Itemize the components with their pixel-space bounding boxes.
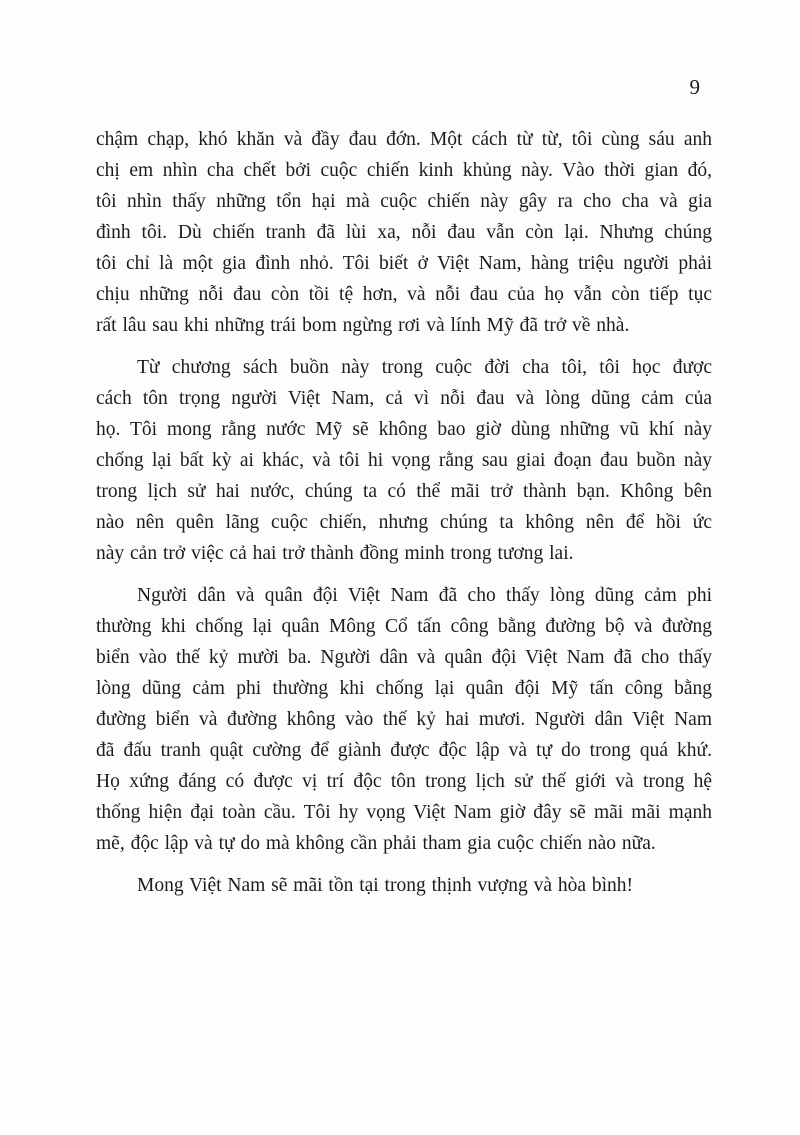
page-number: 9 — [689, 75, 700, 99]
text-line: đường biển và đường không vào thế kỷ hai mươi. Người dân Việt Nam — [96, 709, 712, 730]
text-line: tôi chỉ là một gia đình nhỏ. Tôi biết ở Việt Nam, hàng triệu người phải — [96, 253, 712, 274]
text-line: trong lịch sử hai nước, chúng ta có thể mãi trở thành bạn. Không bên — [96, 481, 712, 502]
paragraph-1 — [96, 124, 712, 341]
text-line: lòng dũng cảm phi thường khi chống lại quân đội Mỹ tấn công bằng — [96, 678, 712, 699]
text-line: họ. Tôi mong rằng nước Mỹ sẽ không bao giờ dùng những vũ khí này — [96, 419, 712, 440]
text-line: thống hiện đại toàn cầu. Tôi hy vọng Việt Nam giờ đây sẽ mãi mãi mạnh — [96, 802, 712, 823]
text-line: chị em nhìn cha chết bởi cuộc chiến kinh khủng này. Vào thời gian đó, — [96, 160, 712, 181]
paragraph-3 — [96, 580, 712, 859]
text-line: thường khi chống lại quân Mông Cổ tấn công bằng đường bộ và đường — [96, 616, 712, 637]
text-line: chậm chạp, khó khăn và đầy đau đớn. Một cách từ từ, tôi cùng sáu anh — [96, 129, 712, 150]
text-line: đã đấu tranh quật cường để giành được độc lập và tự do trong quá khứ. — [96, 740, 712, 761]
text-line: rất lâu sau khi những trái bom ngừng rơi và lính Mỹ đã trở về nhà. — [96, 315, 630, 336]
text-line: Họ xứng đáng có được vị trí độc tôn trong lịch sử thế giới và trong hệ — [96, 771, 712, 792]
text-line: chống lại bất kỳ ai khác, và tôi hi vọng rằng sau giai đoạn đau buồn này — [96, 450, 712, 471]
text-line: Từ chương sách buồn này trong cuộc đời cha tôi, tôi học được — [137, 357, 712, 378]
text-line: đình tôi. Dù chiến tranh đã lùi xa, nỗi đau vẫn còn lại. Nhưng chúng — [96, 222, 712, 243]
paragraph-4 — [96, 870, 712, 901]
paragraph-2 — [96, 352, 712, 569]
text-line: biển vào thế kỷ mười ba. Người dân và quân đội Việt Nam đã cho thấy — [96, 647, 712, 668]
text-line: Người dân và quân đội Việt Nam đã cho thấy lòng dũng cảm phi — [137, 585, 712, 606]
text-line: tôi nhìn thấy những tổn hại mà cuộc chiến này gây ra cho cha và gia — [96, 191, 712, 212]
text-line: Mong Việt Nam sẽ mãi tồn tại trong thịnh vượng và hòa bình! — [137, 875, 634, 896]
text-line: cách tôn trọng người Việt Nam, cả vì nỗi đau và lòng dũng cảm của — [96, 388, 712, 409]
text-line: nào nên quên lãng cuộc chiến, nhưng chúng ta không nên để hồi ức — [96, 512, 712, 533]
text-line: chịu những nỗi đau còn tồi tệ hơn, và nỗi đau của họ vẫn còn tiếp tục — [96, 284, 712, 305]
text-line: này cản trở việc cả hai trở thành đồng minh trong tương lai. — [96, 543, 574, 564]
body-text — [96, 124, 712, 912]
text-line: mẽ, độc lập và tự do mà không cần phải tham gia cuộc chiến nào nữa. — [96, 833, 656, 854]
